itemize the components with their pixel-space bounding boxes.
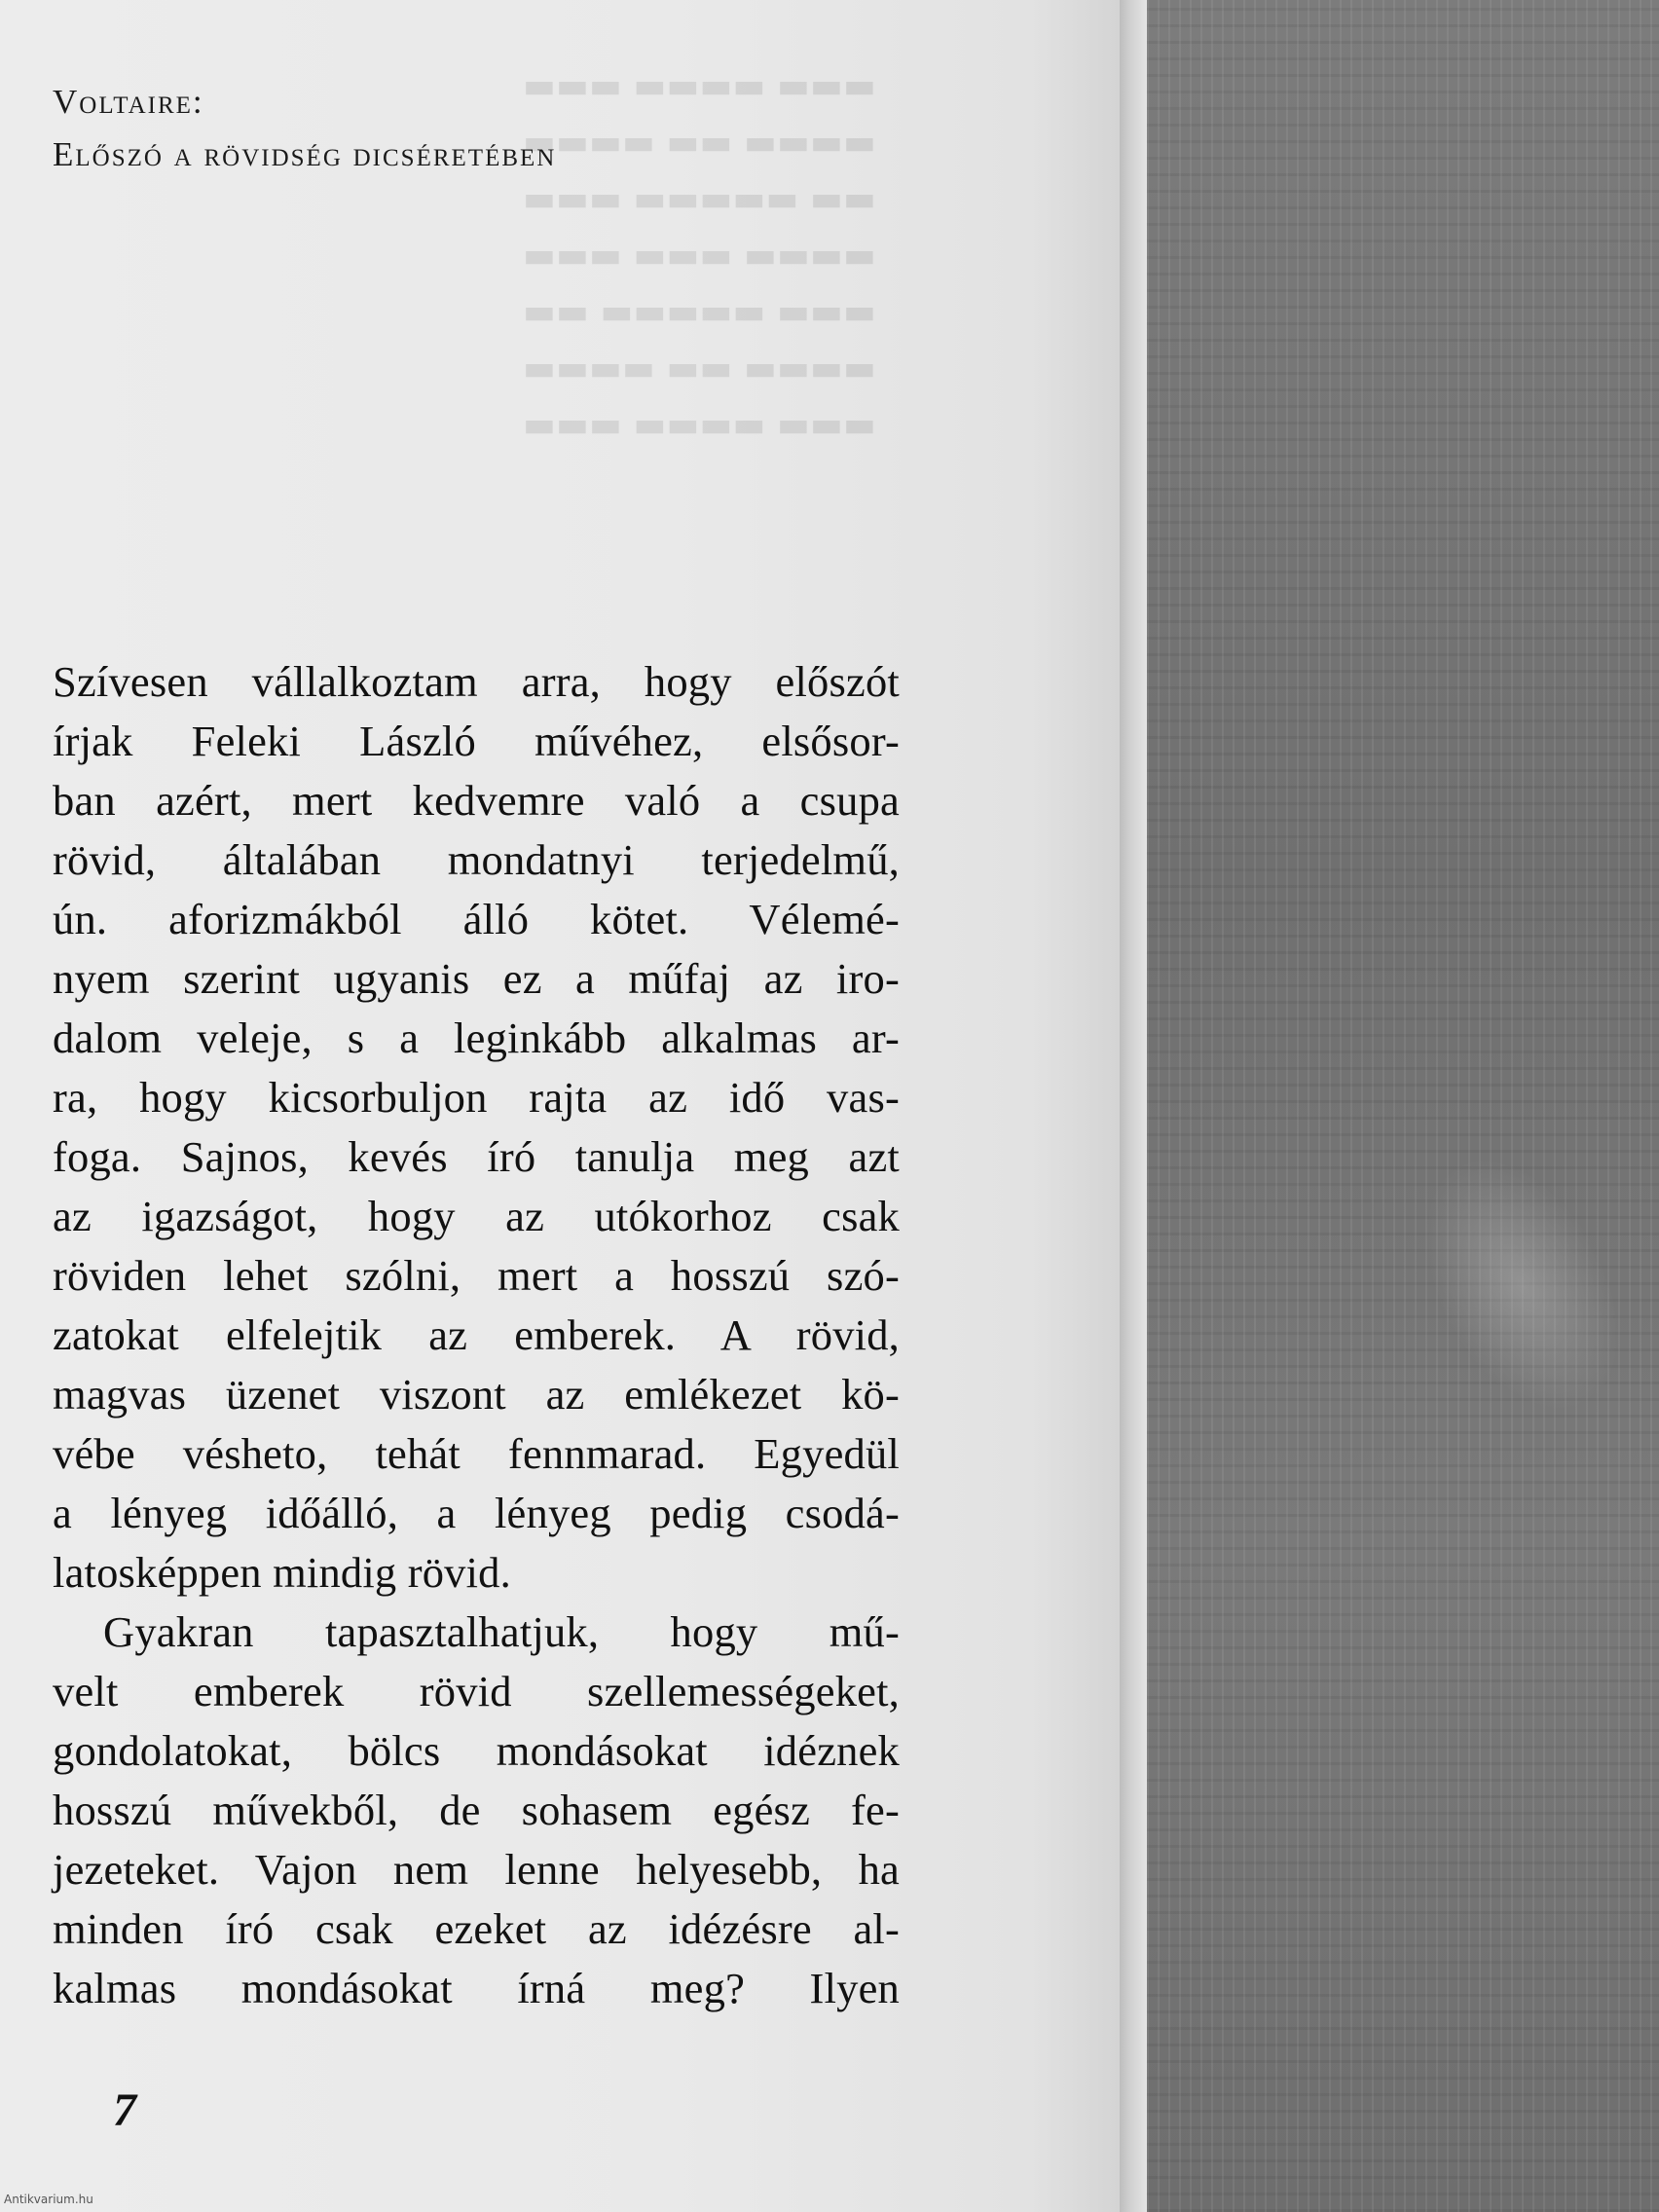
text-line: ún. aforizmákból álló kötet. Vélemé-: [53, 895, 900, 943]
text-line: dalom veleje, s a leginkább alkalmas ar-: [53, 1014, 900, 1062]
text-line: az igazságot, hogy az utókorhoz csak: [53, 1192, 900, 1240]
text-line: Gyakran tapasztalhatjuk, hogy mű-: [103, 1607, 900, 1656]
text-line: vébe vésheto, tehát fennmarad. Egyedül: [53, 1429, 900, 1478]
text-line: nyem szerint ugyanis ez a műfaj az iro-: [53, 954, 900, 1003]
text-line: írjak Feleki László művéhez, elsősor-: [53, 717, 900, 765]
watermark: Antikvarium.hu: [4, 2193, 93, 2206]
text-line: foga. Sajnos, kevés író tanulja meg azt: [53, 1132, 900, 1181]
page-number: 7: [113, 2084, 136, 2136]
book-cover-background: [1147, 0, 1659, 2212]
page-edge-shadow: [1120, 0, 1147, 2212]
body-text: [53, 652, 900, 2018]
text-line: zatokat elfelejtik az emberek. A rövid,: [53, 1310, 900, 1359]
text-line: a lényeg időálló, a lényeg pedig csodá-: [53, 1489, 900, 1537]
chapter-header: [53, 76, 556, 181]
text-line: röviden lehet szólni, mert a hosszú szó-: [53, 1251, 900, 1300]
text-line: kalmas mondásokat írná meg? Ilyen: [53, 1964, 900, 2012]
text-line: magvas üzenet viszont az emlékezet kö-: [53, 1370, 900, 1419]
text-line: minden író csak ezeket az idézésre al-: [53, 1904, 900, 1953]
text-line: Szívesen vállalkoztam arra, hogy előszót: [53, 657, 900, 706]
text-line: jezeteket. Vajon nem lenne helyesebb, ha: [53, 1845, 900, 1894]
header-author: Voltaire:: [53, 83, 204, 121]
text-line: latosképpen mindig rövid.: [53, 1548, 511, 1597]
header-title: Előszó a rövidség dicséretében: [53, 135, 557, 173]
text-line: gondolatokat, bölcs mondásokat idéznek: [53, 1726, 900, 1775]
paragraph-2: [53, 1603, 900, 2018]
cover-scuff: [1384, 1125, 1659, 1444]
text-line: ban azért, mert kedvemre való a csupa: [53, 776, 900, 825]
text-line: ra, hogy kicsorbuljon rajta az idő vas-: [53, 1073, 900, 1122]
text-line: velt emberek rövid szellemességeket,: [53, 1667, 900, 1715]
bleed-through-text: ▬▬▬ ▬▬▬▬ ▬▬▬ ▬▬▬▬ ▬▬ ▬▬▬▬ ▬▬ ▬▬▬▬▬ ▬▬▬ ▬▬▬▬ ▬▬▬ ▬▬▬ ▬▬▬ ▬▬▬▬▬ ▬▬ ▬▬▬▬ ▬▬ ▬▬▬▬ ▬▬▬ ▬▬▬▬ ▬▬▬: [522, 66, 876, 445]
text-line: hosszú művekből, de sohasem egész fe-: [53, 1786, 900, 1834]
text-line: rövid, általában mondatnyi terjedelmű,: [53, 835, 900, 884]
paragraph-1: [53, 652, 900, 1603]
